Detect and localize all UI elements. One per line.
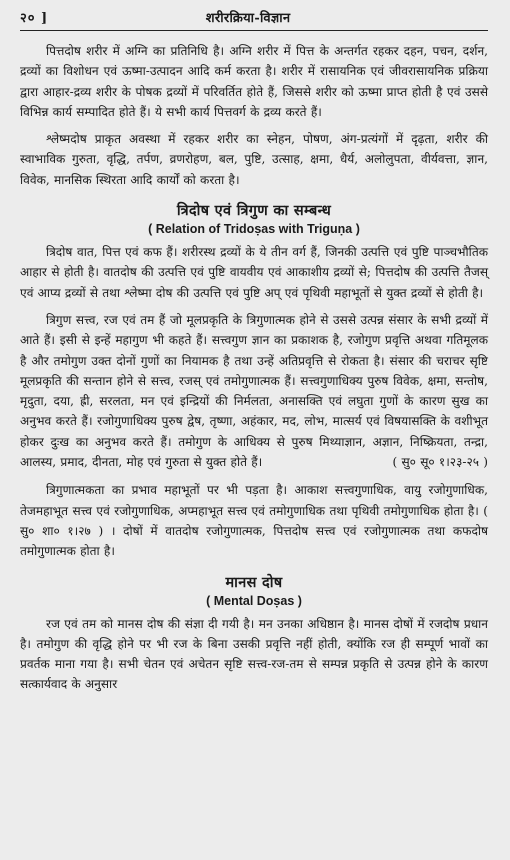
paragraph-pitta-dosha: पित्तदोष शरीर में अग्नि का प्रतिनिधि है। अग्नि शरीर में पित्त के अन्तर्गत रहकर दहन, पचन, दर्शन, द्रव्यों का विशोधन एवं ऊष्मा-उत्पादन आदि कर्म करता है। शरीर में रासायनिक एवं जीवरासायनिक प्रक्रिया द्वारा आहार-द्रव्य शरीर के पोषक द्रव्यों में परिवर्तित होते हैं, जिससे शरीर को ऊष्मा प्राप्त होती है एवं उससे विभिन्न कार्य सम्पादित होते हैं। ये सभी कार्य पित्तवर्ग के द्रव्य करते हैं। <box>20 44 488 119</box>
section-subheading-mental-doshas: ( Mental Doṣas ) <box>206 593 302 608</box>
running-header <box>20 0 488 30</box>
paragraph-mahabhuta: त्रिगुणात्मकता का प्रभाव महाभूतों पर भी पड़ता है। आकाश सत्त्वगुणाधिक, वायु रजोगुणाधिक, तेजमहाभूत सत्त्व एवं रजोगुणाधिक, अप्महाभूत सत्त्व एवं तमोगुणाधिक तथा पृथिवी तमोगुणाधिक होता है। ( सु० शा० १।२७ ) । दोषों में वातदोष रजोगुणात्मक, पित्तदोष सत्त्व एवं रजोगुणात्मक तथा कफदोष तमोगुणात्मक होता है। <box>20 483 488 559</box>
running-title: शरीरक्रिया-विज्ञान <box>205 11 291 26</box>
section-subheading-english: ( Relation of Tridoṣas with Triguṇa ) <box>148 222 360 237</box>
paragraph-triguna <box>20 310 488 472</box>
paragraph-tridosha: त्रिदोष वात, पित्त एवं कफ हैं। शरीरस्थ द्रव्यों के ये तीन वर्ग हैं, जिनकी उत्पत्ति एवं पुष्टि पाञ्चभौतिक आहार से होती है। वातदोष की उत्पत्ति एवं पुष्टि वायवीय एवं आकाशीय द्रव्यों से; पित्तदोष की उत्पत्ति तैजस् एवं आप्य द्रव्यों से तथा श्लेष्मा दोष की उत्पत्ति एवं पुष्टि अप् एवं पृथिवी महाभूतों से युक्त द्रव्यों से होती है। <box>20 245 488 300</box>
section-heading-manas-dosha: मानस दोष <box>225 573 283 591</box>
header-rule <box>20 30 488 31</box>
citation: ( सु० सू० १।२३-२५ ) <box>392 455 488 470</box>
paragraph-triguna-text: त्रिगुण सत्त्व, रज एवं तम हैं जो मूलप्रकृति के त्रिगुणात्मक होने से उससे उत्पन्न संसार के सभी द्रव्यों में आते हैं। इसी से इन्हें महागुण भी कहते हैं। सत्त्वगुण ज्ञान का प्रकाशक है, रजोगुण प्रवृत्ति अथवा गतिमूलक है और तमोगुण उक्त दोनों गुणों का नियामक है तथा उन्हें अतिप्रवृत्ति से रोकता है। संसार की चराचर सृष्टि मूलप्रकृति की सन्तान होने से सत्त्व, रजस् एवं तमोगुणात्मक हैं। सत्त्वगुणाधिक्य पुरुष विवेक, क्षमा, सन्तोष, मृदुता, दया, ह्री, सरलता, मन एवं इन्द्रियों की निर्मलता, अनासक्ति एवं लघुता गुणों के कारण सुख का अनुभव करते हैं। रजोगुणाधिक्य पुरुष द्वेष, तृष्णा, अहंकार, मद, लोभ, मात्सर्य एवं विषयासक्ति के वशीभूत होकर दुःख का अनुभव करते हैं। तमोगुण के आधिक्य से पुरुष मिथ्याज्ञान, अज्ञान, निष्क्रियता, तन्द्रा, आलस्य, प्रमाद, दीनता, मोह एवं गुरुता से युक्त होते हैं। <box>20 312 488 470</box>
section-heading-tridosha-triguna: त्रिदोष एवं त्रिगुण का सम्बन्ध <box>176 202 332 220</box>
page-number: २० ] <box>20 11 49 26</box>
paragraph-shleshma-dosha: श्लेष्मदोष प्राकृत अवस्था में रहकर शरीर का स्नेहन, पोषण, अंग-प्रत्यंगों में दृढ़ता, शरीर की स्वाभाविक गुरुता, वृद्धि, तर्पण, व्रणरोहण, बल, पुष्टि, उत्साह, क्षमा, धैर्य, अलोलुपता, वीर्यवत्ता, ज्ञान, विवेक, मानसिक स्थिरता आदि कार्यों को करता है। <box>20 132 488 187</box>
paragraph-manas-dosha: रज एवं तम को मानस दोष की संज्ञा दी गयी है। मन उनका अधिष्ठान है। मानस दोषों में रजदोष प्रधान है। तमोगुण की वृद्धि होने पर भी रज के बिना उसकी प्रवृत्ति नहीं होती, क्योंकि रज ही सम्पूर्ण भावों का प्रवर्तक माना गया है। सभी चेतन एवं अचेतन सृष्टि सत्त्व-रज-तम से सम्पन्न प्रकृति से उत्पन्न होने के कारण सत्कार्यवाद के अनुसार <box>20 616 488 692</box>
